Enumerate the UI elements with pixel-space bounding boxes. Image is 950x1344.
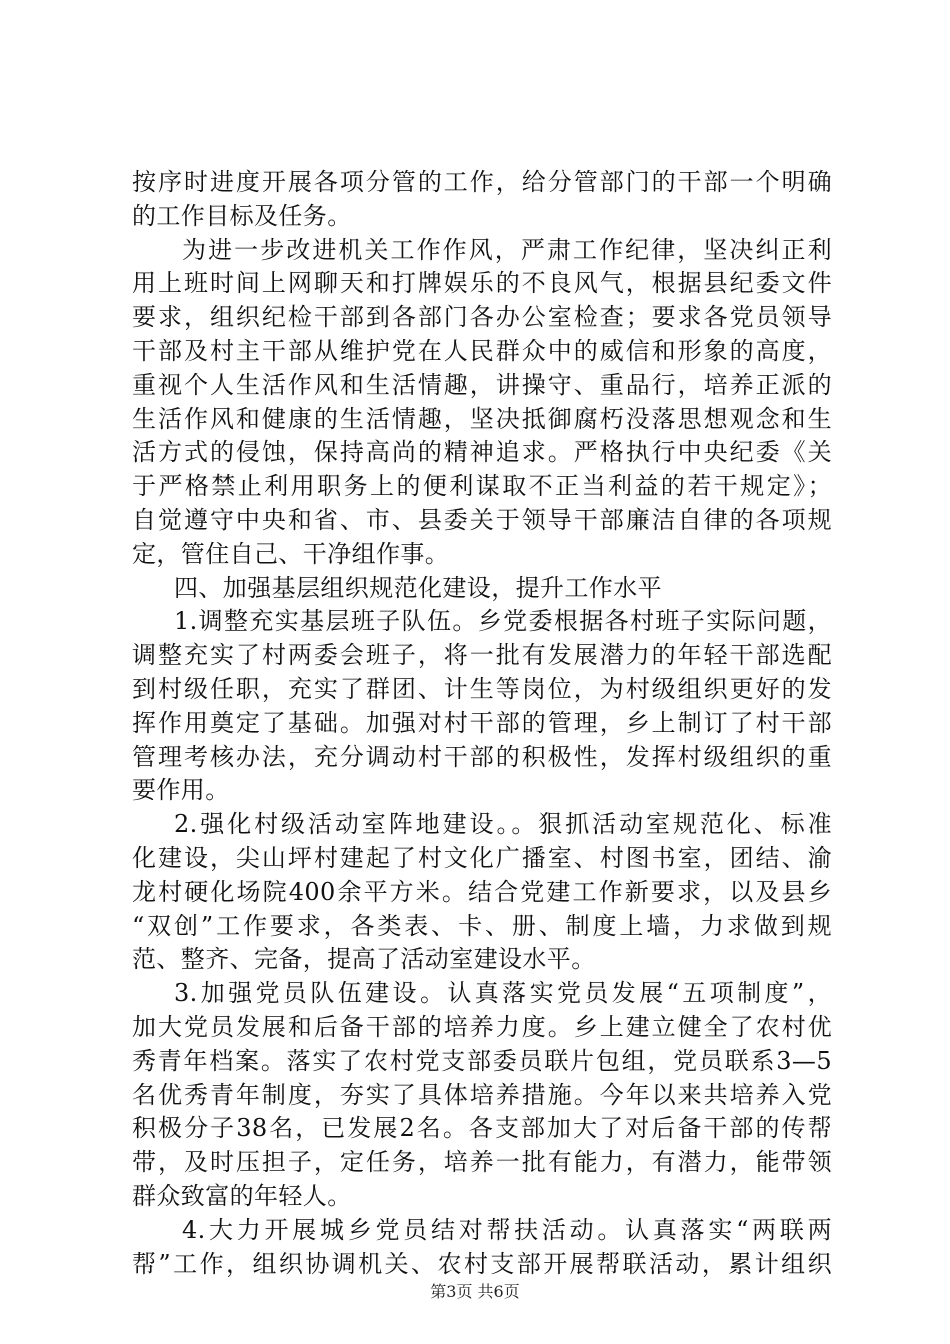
page-footer: 第3页 共6页 [430,1282,520,1301]
text-line: 干部及村主干部从维护党在人民群众中的威信和形象的高度， [132,336,832,365]
text-line: 于严格禁止利用职务上的便利谋取不正当利益的若干规定》； [132,472,832,501]
text-line: 为进一步改进机关工作作风，严肃工作纪律，坚决纠正利 [182,235,832,264]
text-line: 秀青年档案。落实了农村党支部委员联片包组，党员联系3—5 [132,1046,832,1075]
text-line: 群众致富的年轻人。 [132,1181,352,1210]
text-line: 龙村硬化场院400余平方米。结合党建工作新要求，以及县乡 [132,877,832,906]
text-line: 2.强化村级活动室阵地建设。。狠抓活动室规范化、标准 [174,810,832,839]
document-body [132,166,832,1281]
text-line: 的工作目标及任务。 [132,201,352,230]
text-line: 要作用。 [132,776,230,805]
text-line: 帮”工作，组织协调机关、农村支部开展帮联活动，累计组织 [132,1249,832,1278]
text-line: “双创”工作要求，各类表、卡、册、制度上墙，力求做到规 [132,911,832,940]
text-line: 重视个人生活作风和生活情趣，讲操守、重品行，培养正派的 [132,370,832,399]
text-line: 名优秀青年制度，夯实了具体培养措施。今年以来共培养入党 [132,1080,832,1109]
text-line: 要求，组织纪检干部到各部门各办公室检查；要求各党员领导 [132,303,832,332]
text-line: 3.加强党员队伍建设。认真落实党员发展“五项制度”， [174,979,832,1008]
text-line: 挥作用奠定了基础。加强对村干部的管理，乡上制订了村干部 [132,708,832,737]
text-line: 管理考核办法，充分调动村干部的积极性，发挥村级组织的重 [132,742,832,771]
text-line: 定，管住自己、干净组作事。 [132,539,450,568]
text-line: 用上班时间上网聊天和打牌娱乐的不良风气，根据县纪委文件 [132,269,832,298]
text-line: 范、整齐、完备，提高了活动室建设水平。 [132,945,596,974]
text-line: 积极分子38名，已发展2名。各支部加大了对后备干部的传帮 [132,1114,832,1143]
text-line: 化建设，尖山坪村建起了村文化广播室、村图书室，团结、渝 [132,843,832,872]
text-line: 自觉遵守中央和省、市、县委关于领导干部廉洁自律的各项规 [132,505,832,534]
text-line: 四、加强基层组织规范化建设，提升工作水平 [174,573,662,602]
text-line: 到村级任职，充实了群团、计生等岗位，为村级组织更好的发 [132,674,832,703]
text-line: 1.调整充实基层班子队伍。乡党委根据各村班子实际问题， [174,607,832,636]
text-line: 按序时进度开展各项分管的工作，给分管部门的干部一个明确 [132,168,832,196]
text-line: 加大党员发展和后备干部的培养力度。乡上建立健全了农村优 [132,1012,832,1041]
text-line: 活方式的侵蚀，保持高尚的精神追求。严格执行中央纪委《关 [132,438,832,467]
text-line: 带，及时压担子，定任务，培养一批有能力，有潜力，能带领 [132,1148,832,1177]
text-line: 调整充实了村两委会班子，将一批有发展潜力的年轻干部选配 [132,641,832,670]
text-line: 4.大力开展城乡党员结对帮扶活动。认真落实“两联两 [182,1215,832,1244]
text-line: 生活作风和健康的生活情趣，坚决抵御腐朽没落思想观念和生 [132,404,832,433]
